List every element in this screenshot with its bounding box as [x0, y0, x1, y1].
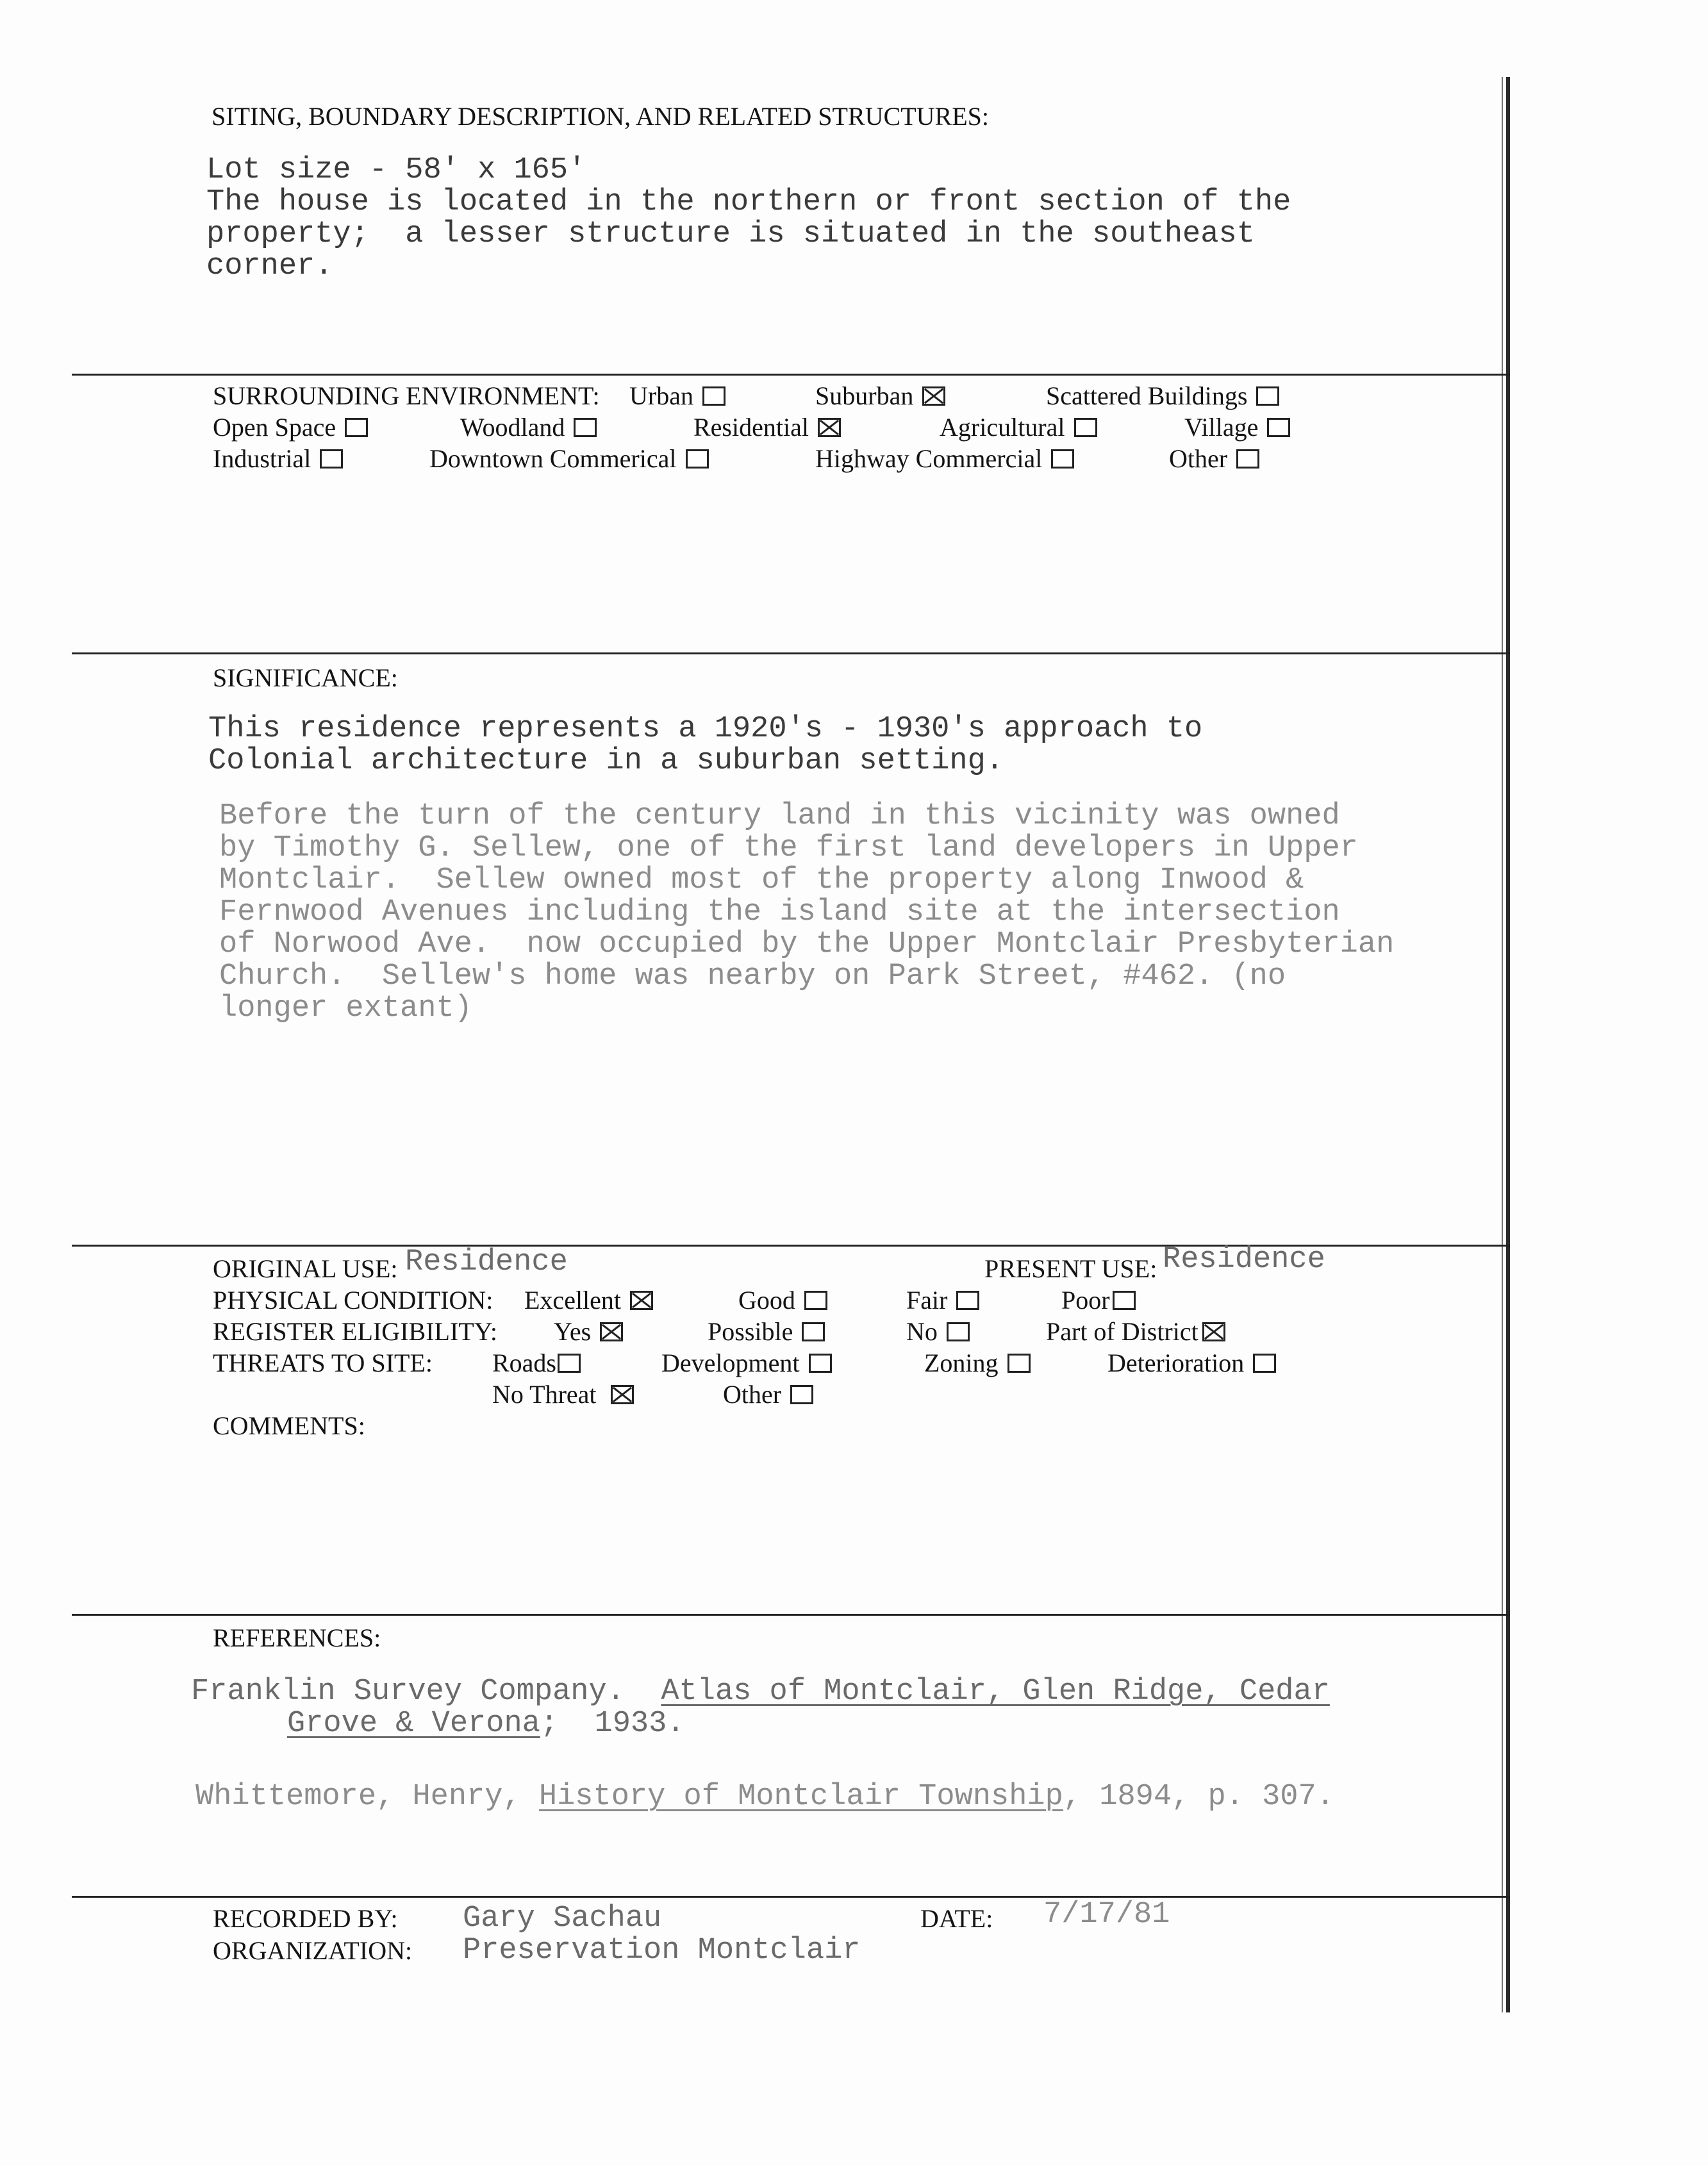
original-use-label: ORIGINAL USE: [213, 1254, 398, 1283]
env-option-label: Open Space [213, 413, 336, 442]
env-option-label: Urban [629, 381, 693, 410]
divider-use [72, 1614, 1510, 1616]
threat-no-threat[interactable] [492, 1379, 634, 1410]
siting-line-3: property; a lesser structure is situated in the southeast [206, 217, 1255, 251]
checkbox-checked[interactable] [818, 418, 841, 437]
checkbox[interactable] [1256, 386, 1279, 406]
significance-para2-line-5: of Norwood Ave. now occupied by the Upper Montclair Presbyterian [219, 927, 1395, 961]
env-option-label: Other [1169, 444, 1228, 473]
eligibility-label: Part of District [1046, 1317, 1198, 1346]
condition-fair[interactable] [906, 1285, 979, 1316]
reference-1-rest: ; 1933. [540, 1707, 685, 1741]
significance-para2-line-3: Montclair. Sellew owned most of the property along Inwood & [219, 863, 1304, 897]
significance-para1-line-1: This residence represents a 1920's - 1930's approach to [208, 712, 1203, 746]
env-option-label: Highway Commercial [815, 444, 1043, 473]
reference-1-title-b: Grove & Verona [287, 1707, 540, 1741]
checkbox[interactable] [558, 1354, 581, 1373]
checkbox-checked[interactable] [1202, 1322, 1225, 1341]
significance-para2-line-4: Fernwood Avenues including the island site at the intersection [219, 895, 1340, 929]
env-option-open-space[interactable] [213, 412, 368, 443]
env-option-residential[interactable] [693, 412, 841, 443]
condition-label: Poor [1061, 1286, 1110, 1315]
checkbox[interactable] [802, 1322, 825, 1341]
threat-deterioration[interactable] [1107, 1348, 1276, 1379]
threat-label: Deterioration [1107, 1348, 1245, 1377]
significance-para2-line-6: Church. Sellew's home was nearby on Park Street, #462. (no [219, 959, 1286, 993]
significance-para1-line-2: Colonial architecture in a suburban setting. [208, 744, 1004, 778]
condition-label: Good [738, 1286, 795, 1315]
present-use-value: Residence [1163, 1243, 1325, 1277]
threat-other[interactable] [723, 1379, 813, 1410]
env-option-other[interactable] [1169, 444, 1259, 474]
checkbox[interactable] [1007, 1354, 1031, 1373]
checkbox[interactable] [1074, 418, 1097, 437]
env-option-urban[interactable] [629, 381, 725, 411]
reference-2-rest: , 1894, p. 307. [1063, 1780, 1334, 1814]
reference-2-author: Whittemore, Henry, [195, 1780, 539, 1814]
threat-label: Roads [492, 1348, 556, 1377]
date-value: 7/17/81 [1043, 1898, 1170, 1932]
recorded-by-label: RECORDED BY: [213, 1904, 398, 1933]
siting-line-1: Lot size - 58' x 165' [206, 153, 586, 187]
env-option-label: Suburban [815, 381, 914, 410]
env-option-industrial[interactable] [213, 444, 343, 474]
reference-1-line-2 [287, 1707, 685, 1741]
checkbox[interactable] [1267, 418, 1290, 437]
env-option-agricultural[interactable] [940, 412, 1097, 443]
checkbox[interactable] [686, 449, 709, 469]
right-margin-rule [1506, 77, 1510, 2012]
reference-2 [195, 1780, 1334, 1814]
checkbox[interactable] [1236, 449, 1259, 469]
checkbox[interactable] [1253, 1354, 1276, 1373]
references-heading: REFERENCES: [213, 1623, 381, 1652]
env-option-label: Downtown Commerical [429, 444, 677, 473]
organization-value: Preservation Montclair [463, 1934, 861, 1968]
checkbox[interactable] [702, 386, 725, 406]
eligibility-label: Possible [708, 1317, 793, 1346]
reference-1-title-a: Atlas of Montclair, Glen Ridge, Cedar [661, 1675, 1330, 1709]
eligibility-label: No [906, 1317, 938, 1346]
env-option-village[interactable] [1184, 412, 1290, 443]
env-option-woodland[interactable] [460, 412, 597, 443]
env-option-label: Industrial [213, 444, 311, 473]
checkbox-checked[interactable] [630, 1291, 653, 1310]
checkbox-checked[interactable] [922, 386, 945, 406]
condition-good[interactable] [738, 1285, 827, 1316]
checkbox[interactable] [804, 1291, 827, 1310]
threat-label: Zoning [924, 1348, 999, 1377]
siting-heading: SITING, BOUNDARY DESCRIPTION, AND RELATED STRUCTURES: [211, 102, 990, 131]
env-option-label: Woodland [460, 413, 565, 442]
checkbox[interactable] [947, 1322, 970, 1341]
checkbox-checked[interactable] [600, 1322, 623, 1341]
condition-excellent[interactable] [524, 1285, 653, 1316]
threat-label: No Threat [492, 1380, 597, 1409]
significance-para2-line-1: Before the turn of the century land in this vicinity was owned [219, 799, 1340, 833]
reference-1-author: Franklin Survey Company. [191, 1675, 661, 1709]
env-option-label: Agricultural [940, 413, 1065, 442]
threats-label: THREATS TO SITE: [213, 1348, 433, 1377]
recorded-by-value: Gary Sachau [463, 1902, 662, 1936]
checkbox[interactable] [574, 418, 597, 437]
threat-label: Other [723, 1380, 782, 1409]
comments-label: COMMENTS: [213, 1411, 365, 1440]
reference-2-title: History of Montclair Township [538, 1780, 1063, 1814]
threat-roads[interactable] [492, 1348, 581, 1379]
significance-heading: SIGNIFICANCE: [213, 663, 398, 692]
checkbox[interactable] [345, 418, 368, 437]
right-margin-rule-inner [1502, 77, 1503, 2012]
condition-poor[interactable] [1061, 1285, 1136, 1316]
checkbox[interactable] [809, 1354, 832, 1373]
threat-label: Development [661, 1348, 800, 1377]
eligibility-label: Yes [554, 1317, 592, 1346]
condition-label: Excellent [524, 1286, 622, 1315]
checkbox[interactable] [956, 1291, 979, 1310]
env-option-suburban[interactable] [815, 381, 945, 411]
condition-label: Fair [906, 1286, 948, 1315]
env-option-label: Scattered Buildings [1046, 381, 1248, 410]
eligibility-yes[interactable] [554, 1316, 623, 1347]
env-option-label: Residential [693, 413, 809, 442]
date-label: DATE: [920, 1904, 993, 1933]
checkbox[interactable] [1113, 1291, 1136, 1310]
divider-references [72, 1896, 1510, 1898]
divider-siting [72, 374, 1510, 376]
significance-para2-line-2: by Timothy G. Sellew, one of the first land developers in Upper [219, 831, 1358, 865]
env-option-scattered-buildings[interactable] [1046, 381, 1279, 411]
env-option-label: Village [1184, 413, 1259, 442]
present-use-label: PRESENT USE: [984, 1254, 1157, 1283]
siting-line-4: corner. [206, 249, 333, 283]
original-use-value: Residence [405, 1245, 568, 1279]
environment-heading: SURROUNDING ENVIRONMENT: [213, 381, 600, 410]
divider-environment [72, 652, 1510, 654]
reference-1-line-1 [191, 1675, 1330, 1709]
eligibility-no[interactable] [906, 1316, 970, 1347]
organization-label: ORGANIZATION: [213, 1936, 413, 1965]
eligibility-possible[interactable] [708, 1316, 825, 1347]
checkbox[interactable] [320, 449, 343, 469]
significance-para2-line-7: longer extant) [219, 991, 472, 1025]
register-eligibility-label: REGISTER ELIGIBILITY: [213, 1317, 498, 1346]
env-option-downtown-commercial[interactable] [429, 444, 709, 474]
env-option-highway-commercial[interactable] [815, 444, 1074, 474]
checkbox[interactable] [1051, 449, 1074, 469]
siting-line-2: The house is located in the northern or front section of the [206, 185, 1291, 219]
threat-zoning[interactable] [924, 1348, 1031, 1379]
checkbox[interactable] [790, 1385, 813, 1404]
threat-development[interactable] [661, 1348, 832, 1379]
physical-condition-label: PHYSICAL CONDITION: [213, 1286, 493, 1315]
checkbox-checked[interactable] [611, 1385, 634, 1404]
eligibility-part-of-district[interactable] [1046, 1316, 1225, 1347]
